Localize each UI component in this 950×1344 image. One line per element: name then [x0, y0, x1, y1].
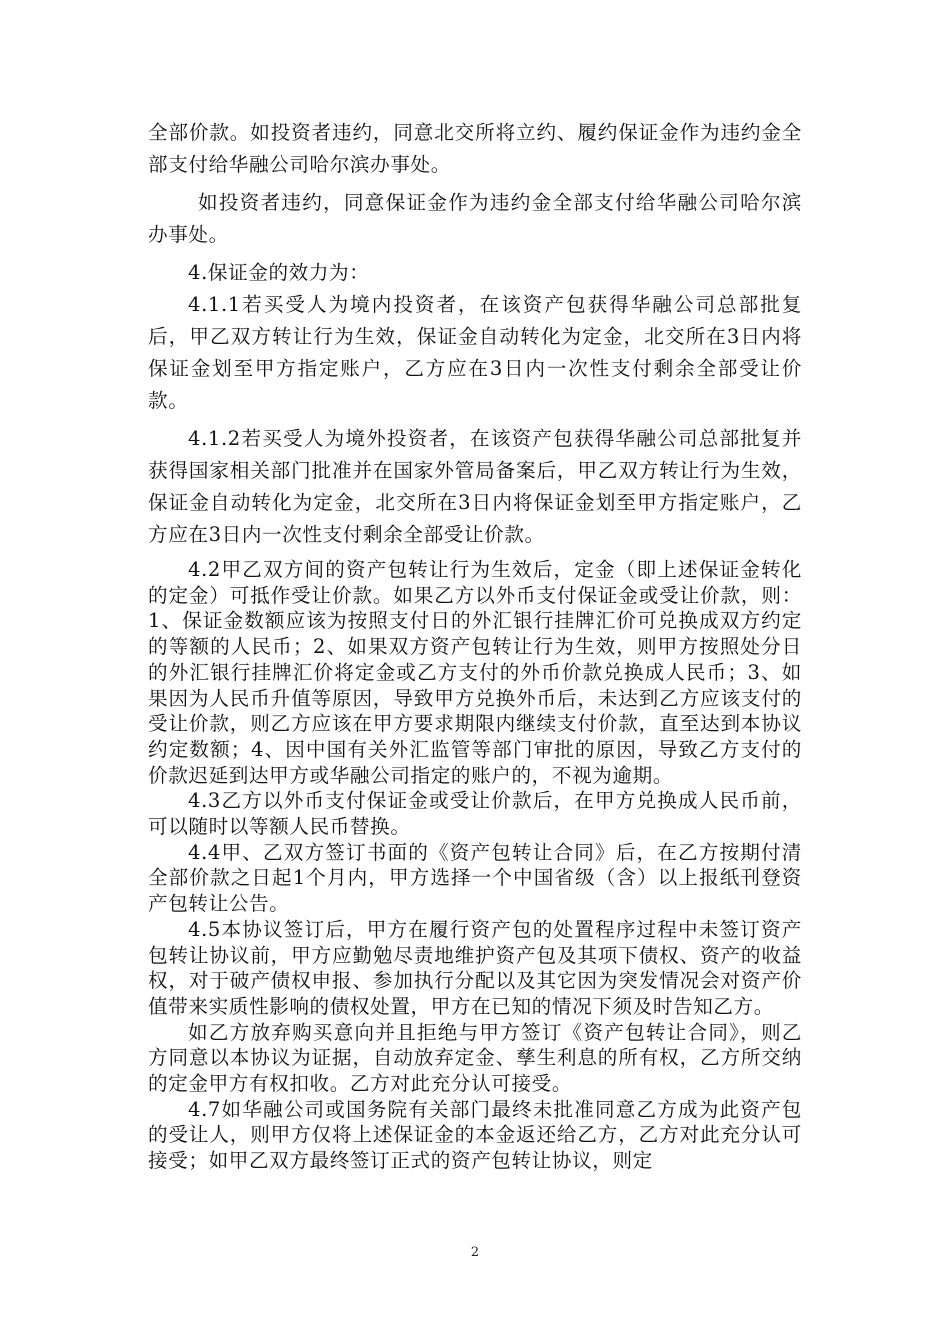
paragraph-abandon-purchase: 如乙方放弃购买意向并且拒绝与甲方签订《资产包转让合同》，则乙方同意以本协议为证据，自动放弃定金、孳生利息的所有权，乙方所交纳的定金甲方有权扣收。乙方对此充分认可接受。 [148, 1020, 802, 1096]
paragraph-4-1-2: 4.1.2若买受人为境外投资者，在该资产包获得华融公司总部批复并获得国家相关部门批准并在国家外管局备案后，甲乙双方转让行为生效，保证金自动转化为定金，北交所在3日内将保证金划至甲方指定账户，乙方应在3日内一次性支付剩余全部受让价款。 [148, 427, 802, 546]
page-number: 2 [470, 1245, 480, 1260]
paragraph-4-3: 4.3乙方以外币支付保证金或受让价款后，在甲方兑换成人民币前，可以随时以等额人民币替换。 [148, 789, 802, 839]
paragraph-4-2: 4.2甲乙双方间的资产包转让行为生效后，定金（即上述保证金转化的定金）可抵作受让价款。如果乙方以外币支付保证金或受让价款，则：1、保证金数额应该为按照支付日的外汇银行挂牌汇价可兑换成双方约定的等额的人民币；2、如果双方资产包转让行为生效，则甲方按照处分日的外汇银行挂牌汇价将定金或乙方支付的外币价款兑换成人民币；3、如果因为人民币升值等原因，导致甲方兑换外币后，未达到乙方应该支付的受让价款，则乙方应该在甲方要求期限内继续支付价款，直至达到本协议约定数额；4、因中国有关外汇监管等部门审批的原因，导致乙方支付的价款迟延到达甲方或华融公司指定的账户的，不视为逾期。 [148, 558, 802, 787]
paragraph-continuation: 全部价款。如投资者违约，同意北交所将立约、履约保证金作为违约金全部支付给华融公司哈尔滨办事处。 [148, 121, 802, 176]
paragraph-heading-4: 4.保证金的效力为： [188, 261, 370, 284]
document-body [148, 117, 802, 1174]
paragraph-breach-clause: 如投资者违约，同意保证金作为违约金全部支付给华融公司哈尔滨办事处。 [148, 191, 802, 246]
paragraph-4-4: 4.4甲、乙双方签订书面的《资产包转让合同》后，在乙方按期付清全部价款之日起1个月内，甲方选择一个中国省级（含）以上报纸刊登资产包转让公告。 [148, 840, 802, 916]
paragraph-4-5: 4.5本协议签订后，甲方在履行资产包的处置程序过程中未签订资产包转让协议前，甲方应勤勉尽责地维护资产包及其项下债权、资产的收益权，对于破产债权申报、参加执行分配以及其它因为突发情况会对资产价值带来实质性影响的债权处置，甲方在已知的情况下须及时告知乙方。 [148, 917, 802, 1018]
paragraph-4-1-1: 4.1.1若买受人为境内投资者，在该资产包获得华融公司总部批复后，甲乙双方转让行为生效，保证金自动转化为定金，北交所在3日内将保证金划至甲方指定账户，乙方应在3日内一次性支付剩余全部受让价款。 [148, 293, 802, 412]
paragraph-4-7: 4.7如华融公司或国务院有关部门最终未批准同意乙方成为此资产包的受让人，则甲方仅将上述保证金的本金返还给乙方，乙方对此充分认可接受；如甲乙双方最终签订正式的资产包转让协议，则定 [148, 1097, 802, 1173]
